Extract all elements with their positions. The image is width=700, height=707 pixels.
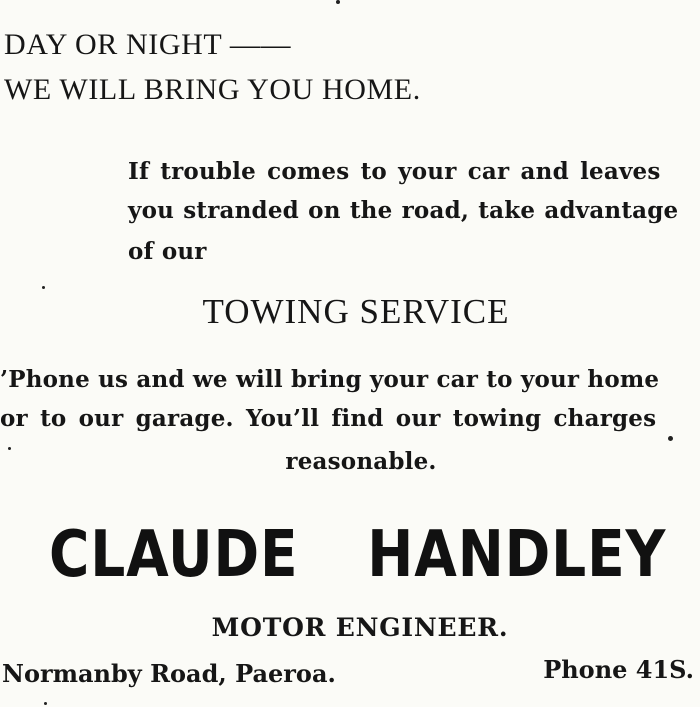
- headline-line-2: WE WILL BRING YOU HOME.: [4, 73, 421, 106]
- details-line-3: reasonable.: [285, 448, 437, 475]
- service-title: TOWING SERVICE: [202, 292, 510, 331]
- intro-line-2: you stranded on the road, take advantage: [128, 197, 679, 224]
- business-name: [49, 518, 667, 592]
- print-speck: [668, 436, 673, 441]
- details-line-1: ’Phone us and we will bring your car to your home: [0, 366, 660, 393]
- print-speck: [336, 0, 340, 4]
- business-title: MOTOR ENGINEER.: [211, 613, 509, 642]
- print-speck: [8, 447, 11, 450]
- business-address: Normanby Road, Paeroa.: [2, 659, 336, 688]
- print-speck: [44, 702, 47, 705]
- print-speck: [42, 286, 45, 289]
- business-last-name: HANDLEY: [367, 518, 667, 592]
- intro-line-1: If trouble comes to your car and leaves: [128, 158, 661, 185]
- headline-line-1: DAY OR NIGHT ——: [4, 28, 292, 61]
- intro-line-3: of our: [128, 238, 207, 265]
- business-first-name: CLAUDE: [49, 518, 299, 592]
- details-line-2: or to our garage. You’ll find our towing charges: [0, 405, 657, 432]
- business-phone: Phone 41S.: [543, 655, 694, 684]
